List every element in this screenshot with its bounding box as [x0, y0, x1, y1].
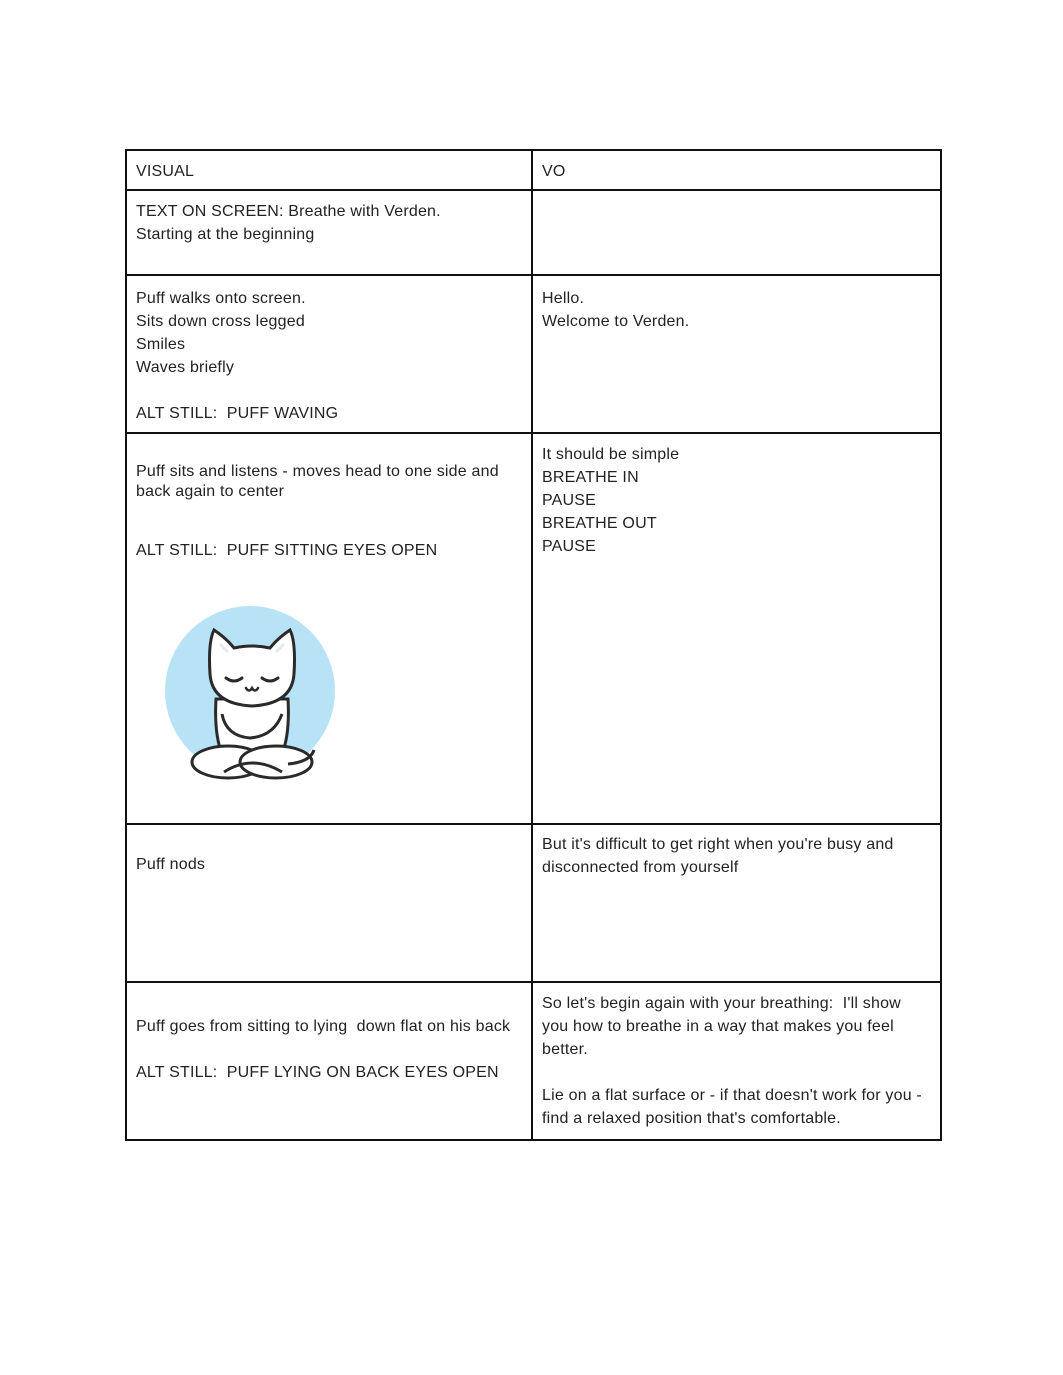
visual-line: Puff sits and listens - moves head to one side and back again to center [136, 463, 504, 500]
vo-cell [532, 275, 941, 433]
vo-line: So let's begin again with your breathing: I'll show you how to breathe in a way that makes you feel better. [542, 995, 906, 1058]
visual-cell [126, 982, 532, 1140]
vo-line: BREATHE IN [542, 469, 639, 486]
vo-cell [532, 433, 941, 824]
visual-cell [126, 824, 532, 982]
vo-cell [532, 190, 941, 275]
alt-still-note: ALT STILL: PUFF WAVING [136, 405, 339, 422]
script-table [125, 149, 942, 1141]
visual-cell [126, 275, 532, 433]
visual-line: Starting at the beginning [136, 226, 315, 243]
visual-line: TEXT ON SCREEN: Breathe with Verden. [136, 203, 441, 220]
vo-line: PAUSE [542, 538, 597, 555]
vo-line: PAUSE [542, 492, 597, 509]
vo-line: Lie on a flat surface or - if that doesn't work for you - find a relaxed position that's comfortable. [542, 1087, 927, 1127]
visual-cell [126, 433, 532, 824]
visual-cell [126, 190, 532, 275]
vo-cell [532, 982, 941, 1140]
table-row [126, 824, 941, 982]
visual-line: Smiles [136, 336, 186, 353]
meditating-cat-illustration [164, 604, 344, 794]
alt-still-note: ALT STILL: PUFF SITTING EYES OPEN [136, 542, 438, 559]
vo-line: BREATHE OUT [542, 515, 657, 532]
meditating-cat-image [164, 604, 344, 794]
vo-line: It should be simple [542, 446, 680, 463]
table-row [126, 275, 941, 433]
visual-line: Puff goes from sitting to lying down flat on his back [136, 1018, 511, 1035]
alt-still-note: ALT STILL: PUFF LYING ON BACK EYES OPEN [136, 1064, 499, 1081]
visual-line: Sits down cross legged [136, 313, 305, 330]
table-row [126, 982, 941, 1140]
table-row [126, 190, 941, 275]
vo-line: Welcome to Verden. [542, 313, 690, 330]
vo-line: Hello. [542, 290, 585, 307]
vo-cell [532, 824, 941, 982]
table-header-row [126, 150, 941, 190]
header-vo: VO [532, 150, 941, 190]
visual-line: Waves briefly [136, 359, 235, 376]
header-visual: VISUAL [126, 150, 532, 190]
visual-line: Puff walks onto screen. [136, 290, 306, 307]
visual-line: Puff nods [136, 856, 206, 873]
vo-line: But it's difficult to get right when you're busy and disconnected from yourself [542, 836, 899, 876]
table-row [126, 433, 941, 824]
